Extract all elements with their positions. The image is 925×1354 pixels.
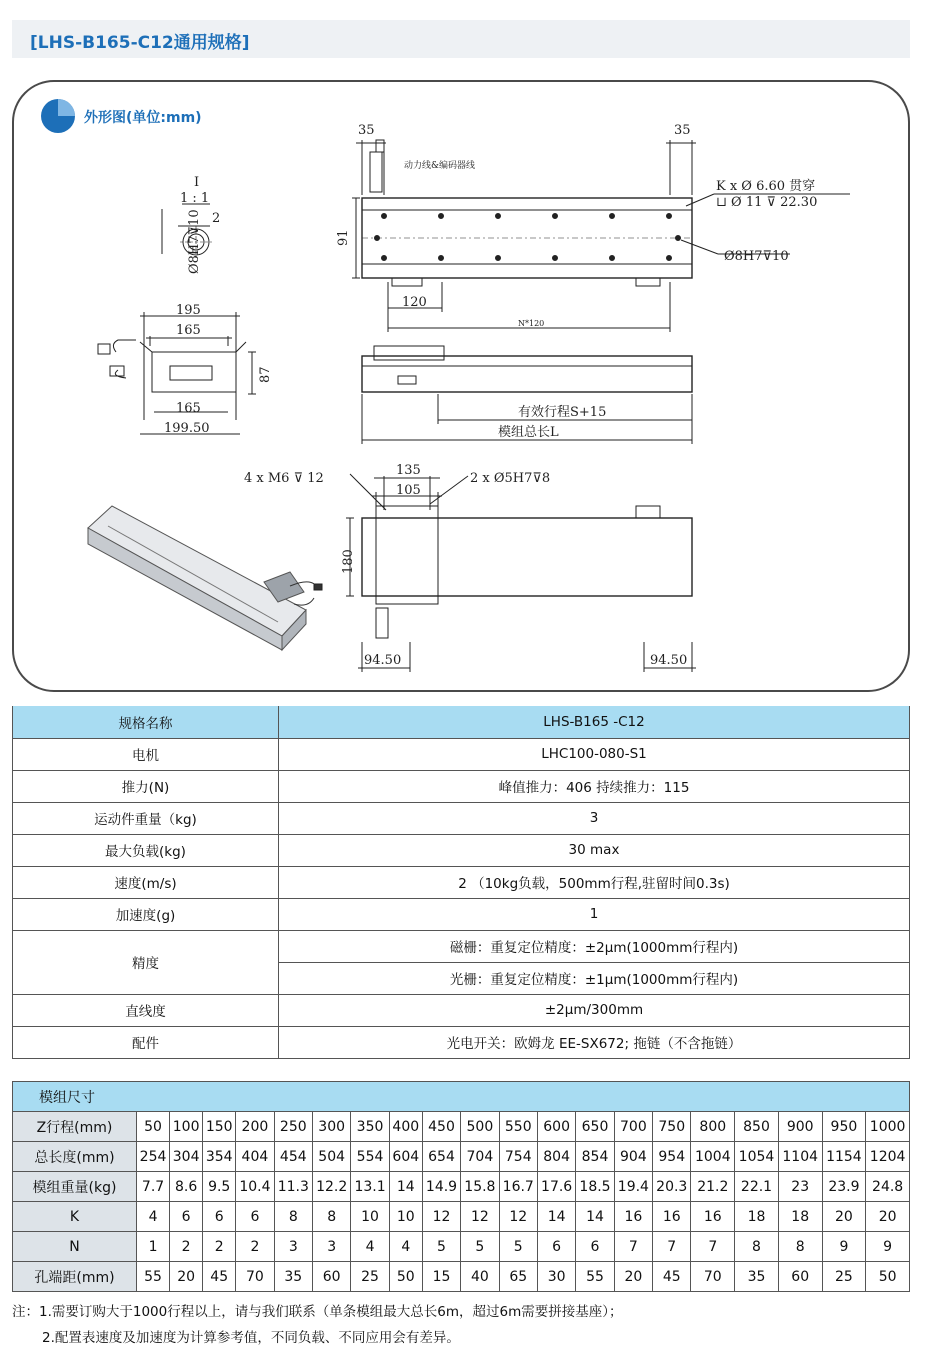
dim-cell: 14.9	[422, 1172, 460, 1202]
spec-row	[13, 770, 910, 802]
dim-35-left: 35	[358, 123, 375, 138]
spec-label: 加速度(g)	[13, 898, 279, 930]
dim-cell: 700	[614, 1112, 652, 1142]
dim-cell: 200	[236, 1112, 274, 1142]
dim-cell: 30	[537, 1262, 575, 1292]
dim-cell: 654	[422, 1142, 460, 1172]
spec-label: 精度	[13, 930, 279, 994]
dim-cell: 4	[137, 1202, 170, 1232]
dim-cell: 12	[422, 1202, 460, 1232]
module-dimension-table	[12, 1081, 910, 1292]
dim-cell: 2	[203, 1232, 236, 1262]
drawing-heading: 外形图(单位:mm)	[84, 110, 202, 126]
dim-cell: 10	[351, 1202, 389, 1232]
product-render	[88, 506, 322, 650]
dim-cell: 2	[236, 1232, 274, 1262]
dim-cell: 16	[691, 1202, 735, 1232]
spec-value: 磁栅：重复定位精度：±2μm(1000mm行程内)	[279, 930, 910, 962]
dim-table-row	[13, 1202, 910, 1232]
dim-cell: 704	[461, 1142, 499, 1172]
dim-cell: 6	[537, 1232, 575, 1262]
dim-cell: 1054	[735, 1142, 779, 1172]
dim-row-label: N	[13, 1232, 137, 1262]
dim-cell: 70	[691, 1262, 735, 1292]
dim-cell: 850	[735, 1112, 779, 1142]
spec-row-precision	[13, 930, 910, 962]
dim-row-label: 孔端距(mm)	[13, 1262, 137, 1292]
dim-cell: 6	[203, 1202, 236, 1232]
dim-cell: 16.7	[499, 1172, 537, 1202]
dim-cell: 1	[137, 1232, 170, 1262]
dim-2: 2	[212, 211, 221, 226]
spec-header-label: 规格名称	[13, 706, 279, 738]
dim-cell: 14	[537, 1202, 575, 1232]
spec-label: 推力(N)	[13, 770, 279, 802]
dim-cell: 10	[389, 1202, 422, 1232]
dim-cell: 7	[691, 1232, 735, 1262]
section-dot-icon	[41, 99, 75, 133]
dim-cell: 750	[653, 1112, 691, 1142]
dim-cell: 25	[822, 1262, 866, 1292]
spec-label: 最大负载(kg)	[13, 834, 279, 866]
dim-cell: 18	[735, 1202, 779, 1232]
dim-94-5-left: 94.50	[364, 653, 402, 668]
dim-135: 135	[396, 463, 421, 478]
spec-row	[13, 802, 910, 834]
dim-cell: 404	[236, 1142, 274, 1172]
cable-label: 动力线&编码器线	[404, 161, 476, 171]
dim-cell: 400	[389, 1112, 422, 1142]
counterbore-spec: ⊔ Ø 11 ⊽ 22.30	[716, 195, 818, 210]
dim-cell: 65	[499, 1262, 537, 1292]
dim-cell: 1204	[866, 1142, 910, 1172]
dim-cell: 550	[499, 1112, 537, 1142]
spec-value: 1	[279, 898, 910, 930]
dim-row-label: K	[13, 1202, 137, 1232]
spec-value: 光电开关：欧姆龙 EE-SX672; 拖链（不含拖链）	[279, 1026, 910, 1058]
dim-cell: 804	[537, 1142, 575, 1172]
dim-cell: 12.2	[312, 1172, 350, 1202]
dim-table-header	[13, 1082, 910, 1112]
dim-cell: 4	[351, 1232, 389, 1262]
module-length-label: 模组总长L	[498, 425, 559, 440]
dim-cell: 50	[389, 1262, 422, 1292]
dim-cell: 9	[866, 1232, 910, 1262]
dim-cell: 600	[537, 1112, 575, 1142]
m6-hole-spec: 4 x M6 ⊽ 12	[244, 471, 324, 486]
dim-cell: 50	[866, 1262, 910, 1292]
dim-cell: 304	[170, 1142, 203, 1172]
dim-cell: 20	[614, 1262, 652, 1292]
notes	[12, 1299, 622, 1351]
dim-table-row	[13, 1262, 910, 1292]
pin-hole-spec-left: Ø8H7⊽10	[187, 209, 202, 274]
dim-87: 87	[258, 366, 273, 383]
note-2: 2.配置表速度及加速度为计算参考值，不同负载、不同应用会有差异。	[42, 1330, 460, 1346]
note-1: 注：1.需要订购大于1000行程以上，请与我们联系（单条模组最大总长6m，超过6m需要拼接基座）；	[12, 1304, 623, 1320]
dim-cell: 13.1	[351, 1172, 389, 1202]
dim-cell: 1104	[778, 1142, 822, 1172]
dim-cell: 800	[691, 1112, 735, 1142]
pin-hole-spec-right: Ø8H7⊽10	[724, 249, 789, 264]
dim-cell: 6	[170, 1202, 203, 1232]
spec-label: 直线度	[13, 994, 279, 1026]
spec-label: 速度(m/s)	[13, 866, 279, 898]
dim-cell: 554	[351, 1142, 389, 1172]
dim-cell: 9.5	[203, 1172, 236, 1202]
title-bar	[12, 20, 910, 58]
dim-cell: 5	[499, 1232, 537, 1262]
dim-cell: 254	[137, 1142, 170, 1172]
dim-cell: 50	[137, 1112, 170, 1142]
dim-cell: 55	[576, 1262, 614, 1292]
dim-cell: 20.3	[653, 1172, 691, 1202]
dim-35-right: 35	[674, 123, 691, 138]
spec-table-header	[13, 706, 910, 738]
dim-cell: 14	[389, 1172, 422, 1202]
dim-cell: 650	[576, 1112, 614, 1142]
dim-n120: N*120	[518, 319, 545, 328]
bottom-plan-view	[244, 463, 696, 672]
dim-94-5-right: 94.50	[650, 653, 688, 668]
dim-cell: 24.8	[866, 1172, 910, 1202]
dim-cell: 60	[778, 1262, 822, 1292]
effective-stroke-label: 有效行程S+15	[518, 405, 607, 420]
dim-cell: 450	[422, 1112, 460, 1142]
dimension-drawing	[14, 82, 912, 694]
dim-cell: 14	[576, 1202, 614, 1232]
dim-table-row	[13, 1172, 910, 1202]
dim-cell: 7	[614, 1232, 652, 1262]
dim-cell: 150	[203, 1112, 236, 1142]
dim-cell: 6	[236, 1202, 274, 1232]
dim-cell: 300	[312, 1112, 350, 1142]
page-title: [LHS-B165-C12通用规格]	[30, 33, 250, 53]
dim-91: 91	[336, 229, 351, 246]
dim-195: 195	[176, 303, 201, 318]
spec-table	[12, 706, 910, 1059]
dim-cell: 3	[312, 1232, 350, 1262]
dim-cell: 35	[274, 1262, 312, 1292]
end-view	[98, 303, 273, 436]
spec-value: 光栅：重复定位精度：±1μm(1000mm行程内)	[279, 962, 910, 994]
dim-cell: 21.2	[691, 1172, 735, 1202]
dim-180: 180	[341, 549, 356, 574]
dim-cell: 23.9	[822, 1172, 866, 1202]
dim-cell: 604	[389, 1142, 422, 1172]
spec-label: 电机	[13, 738, 279, 770]
dim-cell: 904	[614, 1142, 652, 1172]
dim-cell: 754	[499, 1142, 537, 1172]
dim-cell: 8	[312, 1202, 350, 1232]
dim-199-5: 199.50	[164, 421, 210, 436]
dim-cell: 70	[236, 1262, 274, 1292]
dim-cell: 5	[422, 1232, 460, 1262]
dim-cell: 19.4	[614, 1172, 652, 1202]
dim-cell: 350	[351, 1112, 389, 1142]
locating-hole-spec: 2 x Ø5H7⊽8	[470, 471, 551, 486]
dim-row-label: 模组重量(kg)	[13, 1172, 137, 1202]
dim-cell: 45	[203, 1262, 236, 1292]
dim-table-row	[13, 1112, 910, 1142]
dim-cell: 40	[461, 1262, 499, 1292]
dim-120: 120	[402, 295, 427, 310]
dim-cell: 18.5	[576, 1172, 614, 1202]
dim-cell: 15	[422, 1262, 460, 1292]
spec-row	[13, 994, 910, 1026]
dim-cell: 17.6	[537, 1172, 575, 1202]
hole-spec-k: K x Ø 6.60 贯穿	[716, 179, 816, 194]
dim-cell: 16	[614, 1202, 652, 1232]
dim-cell: 23	[778, 1172, 822, 1202]
detail-label-i: I	[194, 175, 200, 190]
dim-cell: 8	[778, 1232, 822, 1262]
spec-row	[13, 898, 910, 930]
dim-cell: 8	[735, 1232, 779, 1262]
dim-cell: 20	[822, 1202, 866, 1232]
dim-cell: 2	[170, 1232, 203, 1262]
spec-row	[13, 1026, 910, 1058]
dim-row-label: 总长度(mm)	[13, 1142, 137, 1172]
side-view	[362, 346, 692, 444]
dim-cell: 500	[461, 1112, 499, 1142]
dim-cell: 100	[170, 1112, 203, 1142]
dim-cell: 4	[389, 1232, 422, 1262]
spec-row	[13, 738, 910, 770]
dim-cell: 1000	[866, 1112, 910, 1142]
spec-label: 配件	[13, 1026, 279, 1058]
dim-cell: 10.4	[236, 1172, 274, 1202]
dim-165-bottom: 165	[176, 401, 201, 416]
spec-value: 30 max	[279, 834, 910, 866]
spec-header-value: LHS-B165 -C12	[279, 706, 910, 738]
spec-value: 3	[279, 802, 910, 834]
dim-cell: 16	[653, 1202, 691, 1232]
spec-value: 峰值推力：406 持续推力：115	[279, 770, 910, 802]
dim-table-row	[13, 1232, 910, 1262]
dim-cell: 6	[576, 1232, 614, 1262]
dim-cell: 5	[461, 1232, 499, 1262]
dim-cell: 1004	[691, 1142, 735, 1172]
dim-cell: 55	[137, 1262, 170, 1292]
dim-cell: 7.7	[137, 1172, 170, 1202]
dim-row-label: Z行程(mm)	[13, 1112, 137, 1142]
dim-cell: 45	[653, 1262, 691, 1292]
dim-105: 105	[396, 483, 421, 498]
dim-cell: 504	[312, 1142, 350, 1172]
dim-165-top: 165	[176, 323, 201, 338]
top-view	[336, 123, 850, 332]
spec-value: 2 （10kg负载，500mm行程,驻留时间0.3s)	[279, 866, 910, 898]
spec-value: ±2μm/300mm	[279, 994, 910, 1026]
dim-cell: 20	[170, 1262, 203, 1292]
drawing-panel	[12, 80, 910, 692]
dim-cell: 25	[351, 1262, 389, 1292]
dim-cell: 11.3	[274, 1172, 312, 1202]
dim-cell: 22.1	[735, 1172, 779, 1202]
detail-view-i	[162, 175, 220, 274]
dim-cell: 18	[778, 1202, 822, 1232]
detail-scale: 1 : 1	[180, 191, 210, 206]
dim-cell: 15.8	[461, 1172, 499, 1202]
dim-cell: 8.6	[170, 1172, 203, 1202]
dim-cell: 8	[274, 1202, 312, 1232]
dim-cell: 854	[576, 1142, 614, 1172]
dim-cell: 454	[274, 1142, 312, 1172]
spec-value: LHC100-080-S1	[279, 738, 910, 770]
dim-cell: 12	[499, 1202, 537, 1232]
dim-table-row	[13, 1142, 910, 1172]
dim-cell: 60	[312, 1262, 350, 1292]
dim-cell: 7	[653, 1232, 691, 1262]
spec-row	[13, 866, 910, 898]
dim-cell: 354	[203, 1142, 236, 1172]
spec-label: 运动件重量（kg)	[13, 802, 279, 834]
dim-cell: 3	[274, 1232, 312, 1262]
dim-cell: 1154	[822, 1142, 866, 1172]
dim-cell: 9	[822, 1232, 866, 1262]
dim-cell: 954	[653, 1142, 691, 1172]
dim-cell: 950	[822, 1112, 866, 1142]
dim-cell: 900	[778, 1112, 822, 1142]
dim-cell: 250	[274, 1112, 312, 1142]
spec-row	[13, 834, 910, 866]
dim-table-title: 模组尺寸	[13, 1082, 910, 1112]
dim-cell: 12	[461, 1202, 499, 1232]
dim-cell: 35	[735, 1262, 779, 1292]
dim-cell: 20	[866, 1202, 910, 1232]
